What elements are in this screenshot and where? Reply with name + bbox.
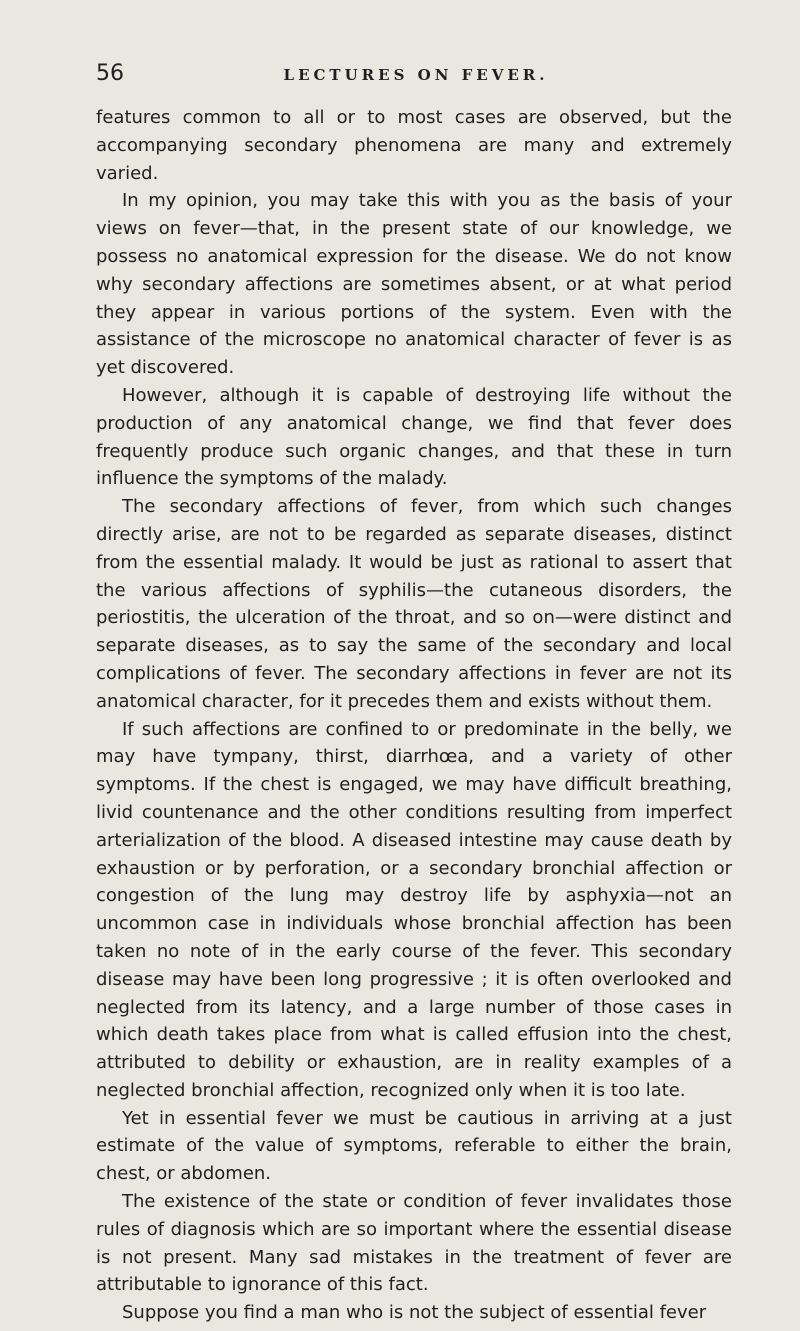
paragraph: Suppose you find a man who is not the subject of essential fever	[122, 1302, 707, 1324]
paragraph: In my opinion, you may take this with you as the basis of your views on fever—that, in the present state of our knowledge, we possess no anatomical expression for the disease. We do not know why secondary affections are sometimes absent, or at what period they appear in various portions of the system. Even with the assistance of the microscope no anatomical character of fever is as yet discovered.	[96, 190, 732, 379]
running-head: LECTURES ON FEVER.	[283, 66, 549, 84]
paragraph: The secondary affections of fever, from which such changes directly arise, are not to be regarded as separate diseases, distinct from the essential malady. It would be just as rational to assert that the various affections of syphilis—the cutaneous disorders, the periostitis, the ulceration of the throat, and so on—were distinct and separate diseases, as to say the same of the secondary and local complications of fever. The secondary affections in fever are not its anatomical character, for it precedes them and exists without them.	[96, 496, 732, 712]
paragraph: However, although it is capable of destroying life without the production of any anatomical change, we find that fever does frequently produce such organic changes, and that these in turn influence the symptoms of the malady.	[96, 384, 732, 490]
paragraph: The existence of the state or condition of fever invalidates those rules of diagnosis which are so important where the essential disease is not present. Many sad mistakes in the treatment of fever are attributable to ignorance of this fact.	[96, 1191, 732, 1296]
page-header	[96, 58, 736, 90]
body-text	[96, 104, 732, 1327]
paragraph: features common to all or to most cases are observed, but the accompanying secondary phenomena are many and extremely varied.	[96, 107, 732, 184]
paragraph: Yet in essential fever we must be cautious in arriving at a just estimate of the value of symptoms, referable to either the brain, chest, or abdomen.	[96, 1107, 732, 1185]
page-number: 56	[96, 61, 124, 86]
paragraph: If such affections are confined to or predominate in the belly, we may have tympany, thirst, diarrhœa, and a variety of other symptoms. If the chest is engaged, we may have difficult breathing, livid countenance and the other conditions resulting from imperfect arterialization of the blood. A diseased intestine may cause death by exhaustion or by perforation, or a secondary bronchial affection or congestion of the lung may destroy life by asphyxia—not an uncommon case in individuals whose bronchial affection has been taken no note of in the early course of the fever. This secondary disease may have been long progressive ; it is often overlooked and neglected from its latency, and a large number of those cases in which death takes place from what is called effusion into the chest, attributed to debility or exhaustion, are in reality examples of a neglected bronchial affection, recognized only when it is too late.	[96, 718, 732, 1101]
